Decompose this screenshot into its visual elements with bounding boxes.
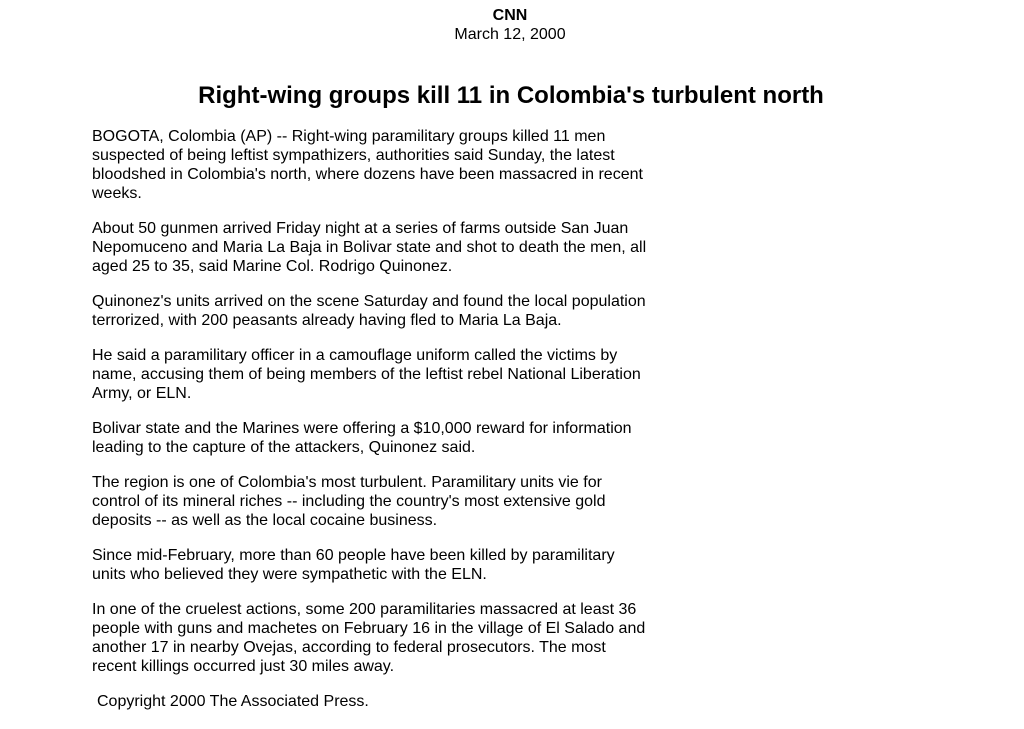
article-paragraph: Since mid-February, more than 60 people have been killed by paramilitary units who believed they were sympathetic with the ELN.: [92, 547, 615, 583]
article-paragraph: The region is one of Colombia's most turbulent. Paramilitary units vie for control of its mineral riches -- including the country's most extensive gold deposits -- as well as the local cocaine business.: [92, 474, 606, 529]
article-body: [92, 127, 652, 727]
article-paragraph: About 50 gunmen arrived Friday night at a series of farms outside San Juan Nepomuceno and Maria La Baja in Bolivar state and shot to death the men, all aged 25 to 35, said Marine Col. Rodrigo Quinonez.: [92, 220, 647, 275]
publication-date: March 12, 2000: [454, 26, 566, 43]
article-paragraph: BOGOTA, Colombia (AP) -- Right-wing paramilitary groups killed 11 men suspected of being leftist sympathizers, authorities said Sunday, the latest bloodshed in Colombia's north, where dozens have been massacred in recent weeks.: [92, 128, 643, 202]
copyright-notice: Copyright 2000 The Associated Press.: [97, 693, 369, 710]
article-paragraph: Quinonez's units arrived on the scene Saturday and found the local population terrorized, with 200 peasants already having fled to Maria La Baja.: [92, 293, 646, 329]
article-paragraph: Bolivar state and the Marines were offering a $10,000 reward for information leading to the capture of the attackers, Quinonez said.: [92, 420, 632, 456]
news-source: CNN: [492, 7, 528, 24]
article-headline: Right-wing groups kill 11 in Colombia's turbulent north: [198, 82, 824, 109]
article-paragraph: He said a paramilitary officer in a camouflage uniform called the victims by name, accusing them of being members of the leftist rebel National Liberation Army, or ELN.: [92, 347, 641, 402]
masthead: [0, 6, 1020, 44]
article-paragraph: In one of the cruelest actions, some 200 paramilitaries massacred at least 36 people with guns and machetes on February 16 in the village of El Salado and another 17 in nearby Ovejas, according to federal prosecutors. The most recent killings occurred just 30 miles away.: [92, 601, 646, 675]
